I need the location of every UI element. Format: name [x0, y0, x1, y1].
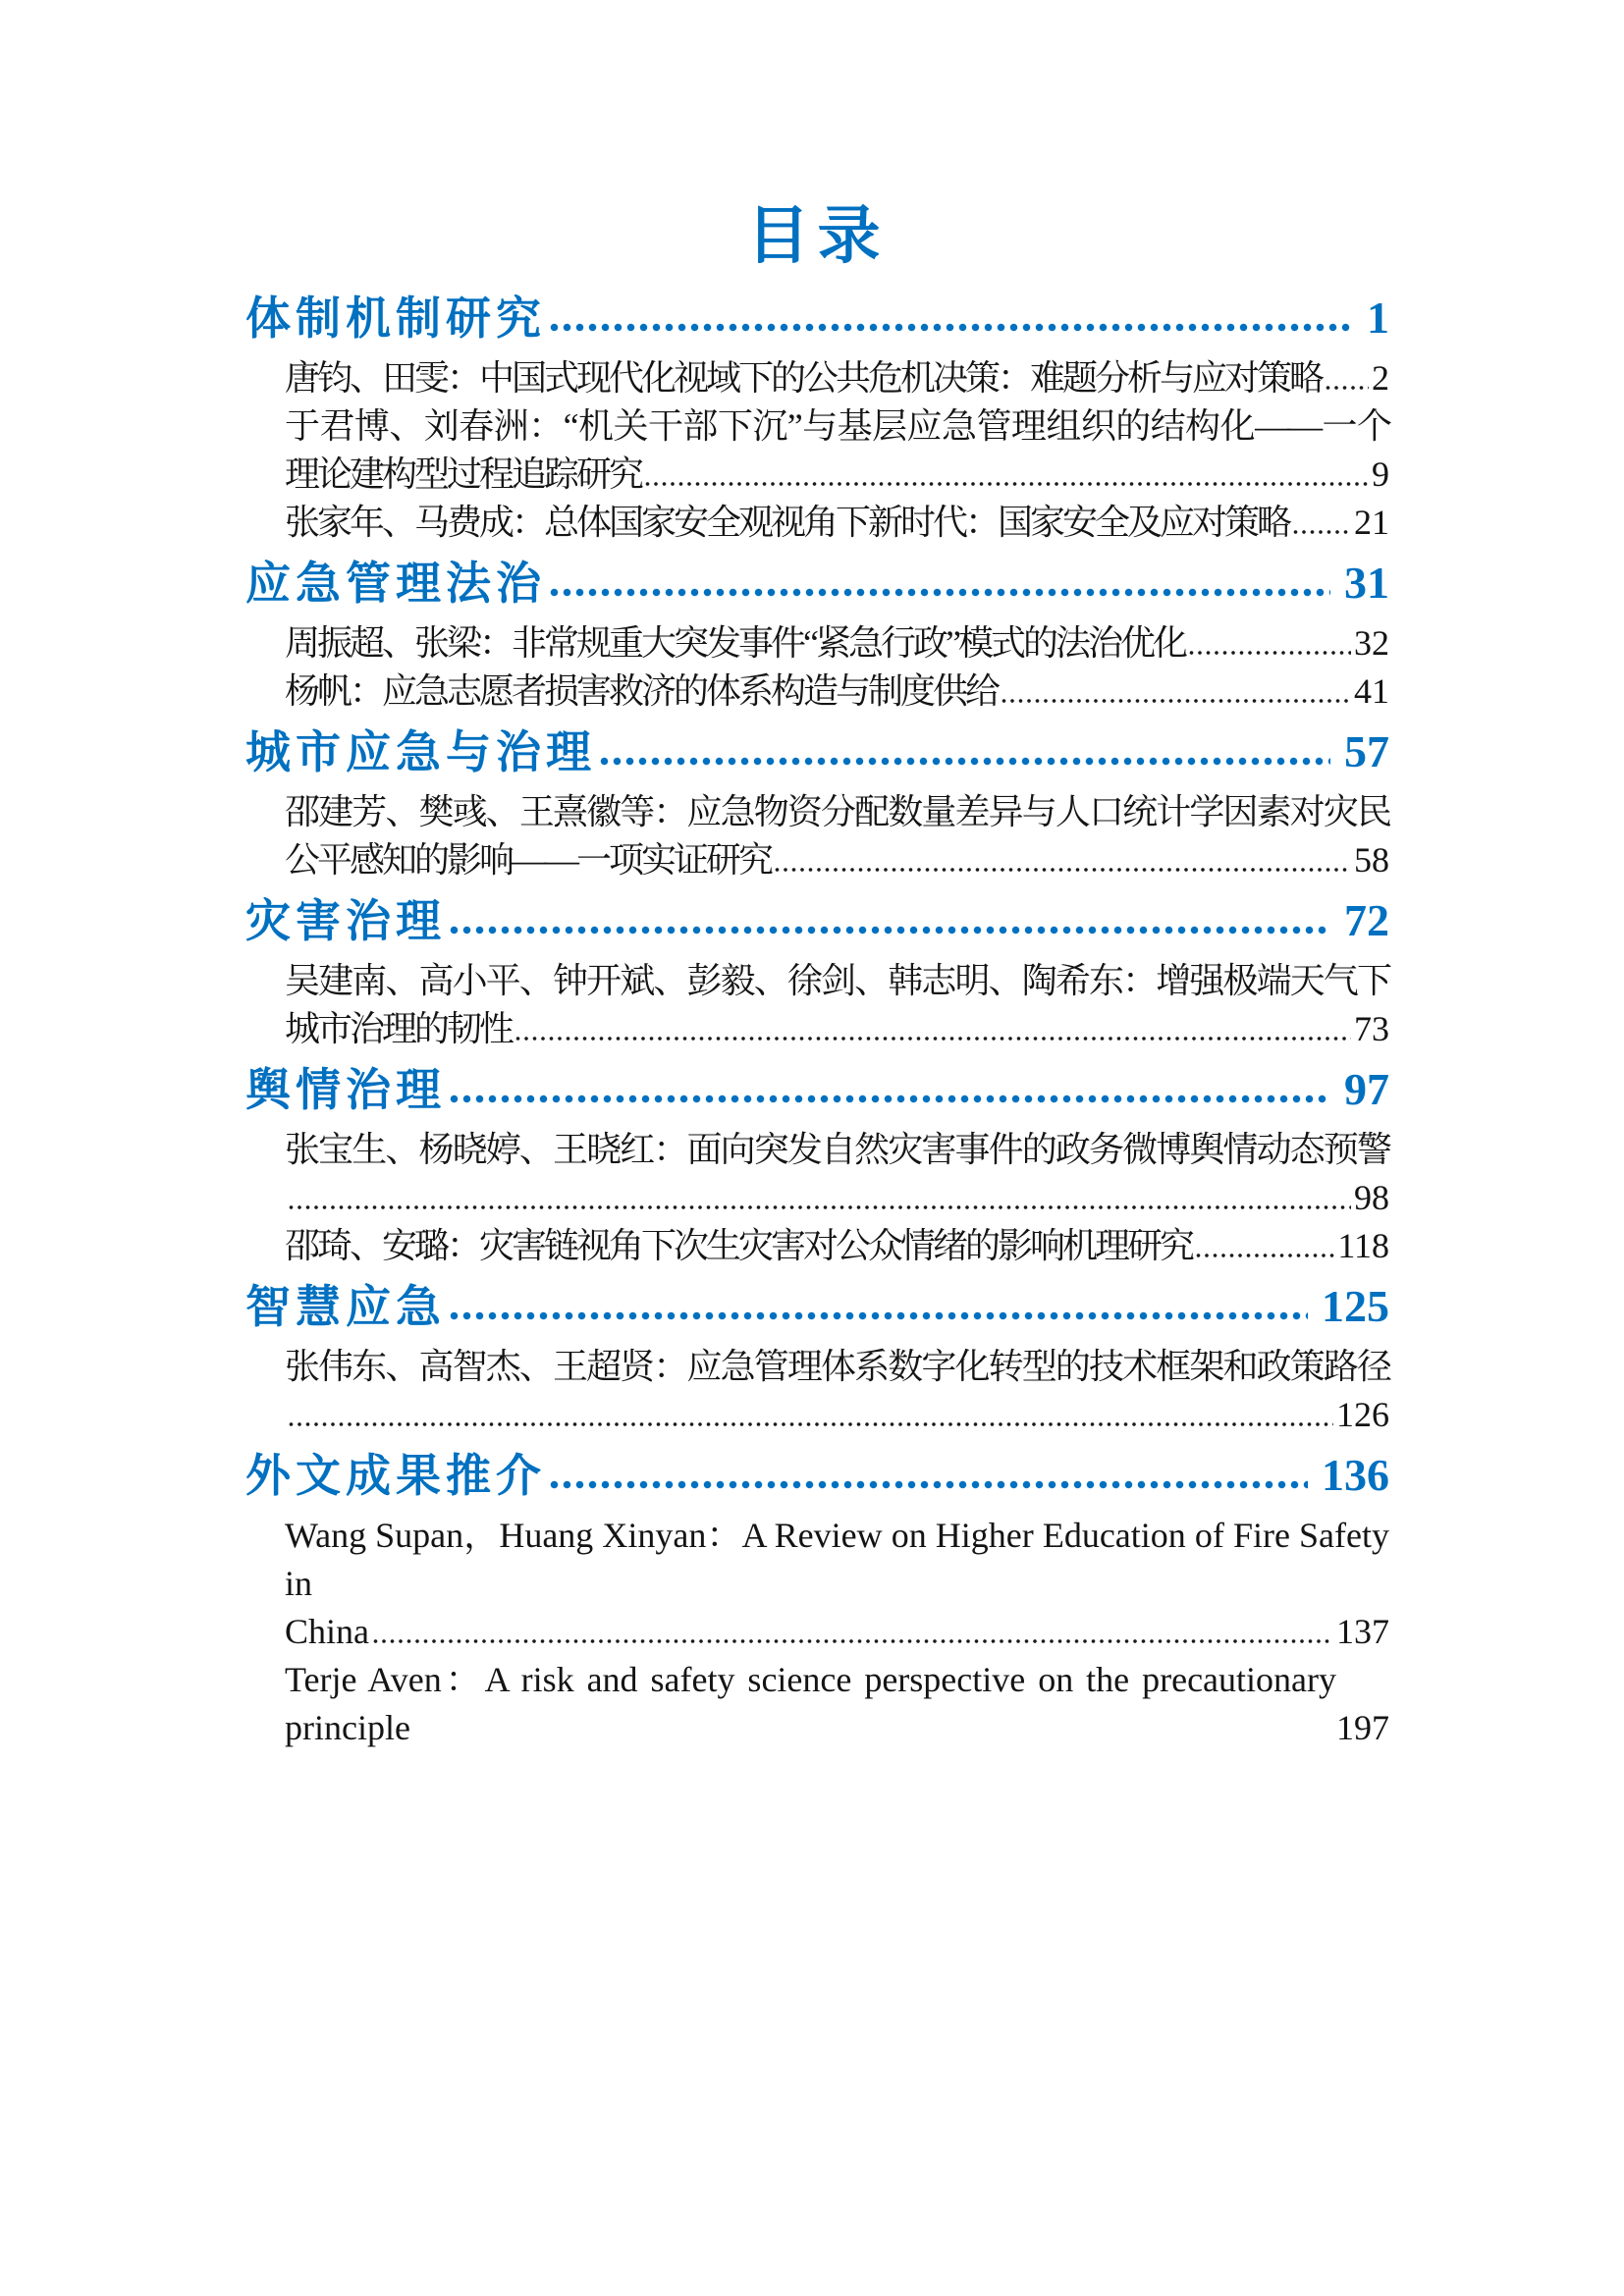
toc-section [245, 723, 1389, 884]
section-entries [245, 1126, 1389, 1270]
toc-section [245, 892, 1389, 1053]
entry-page-number: 41 [1354, 671, 1389, 711]
dot-leader [450, 926, 1330, 934]
section-title: 外文成果推介 [245, 1450, 546, 1501]
toc-entry-line[interactable] [245, 1608, 1389, 1656]
entry-page-number: 9 [1372, 454, 1389, 494]
section-heading[interactable] [245, 555, 1389, 612]
section-page-number: 97 [1344, 1064, 1389, 1114]
dot-leader [550, 1480, 1308, 1489]
section-entries [245, 788, 1389, 884]
entry-page-number: 118 [1337, 1226, 1389, 1265]
section-heading[interactable] [245, 1061, 1389, 1118]
toc-entry-line[interactable] [245, 1656, 1389, 1752]
entry-title: 邵琦、安璐：灾害链视角下次生灾害对公众情绪的影响机理研究 [285, 1226, 1193, 1265]
toc-entry-line[interactable] [245, 1391, 1389, 1439]
entry-page-number: 98 [1354, 1178, 1389, 1217]
entry-page-number: 58 [1354, 840, 1389, 880]
entry-title: 杨帆：应急志愿者损害救济的体系构造与制度供给 [285, 671, 999, 711]
section-page-number: 136 [1322, 1450, 1389, 1500]
entry-title: 唐钧、田雯：中国式现代化视域下的公共危机决策：难题分析与应对策略 [285, 358, 1323, 398]
dot-leader [550, 588, 1330, 597]
section-heading[interactable] [245, 723, 1389, 780]
dot-leader [450, 1311, 1308, 1320]
section-heading[interactable] [245, 1278, 1389, 1335]
dot-leader [1189, 650, 1351, 656]
section-heading[interactable] [245, 290, 1389, 347]
entry-page-number: 2 [1372, 358, 1389, 398]
section-title: 舆情治理 [245, 1064, 446, 1115]
toc-entry-line[interactable]: 张宝生、杨晓婷、王晓红：面向突发自然灾害事件的政务微博舆情动态预警 [285, 1130, 1389, 1169]
entry-title: 理论建构型过程追踪研究 [285, 454, 642, 494]
dot-leader [600, 757, 1330, 766]
dot-leader [373, 1638, 1333, 1644]
dot-leader [515, 1036, 1351, 1041]
section-page-number: 72 [1344, 895, 1389, 945]
entry-page-number: 137 [1336, 1612, 1389, 1651]
entry-title: 城市治理的韧性 [285, 1009, 513, 1048]
toc-section [245, 1061, 1389, 1270]
toc-entry-line[interactable]: 吴建南、高小平、钟开斌、彭毅、徐剑、韩志明、陶希东：增强极端天气下 [285, 961, 1389, 1000]
entry-page-number: 197 [1336, 1708, 1389, 1747]
toc-section [245, 1447, 1389, 1752]
toc-entry-line[interactable] [245, 1005, 1389, 1053]
section-entries [245, 1343, 1389, 1439]
dot-leader [1293, 529, 1351, 535]
toc-entry-line[interactable]: Wang Supan，Huang Xinyan：A Review on Higher Education of Fire Safety in [285, 1516, 1389, 1603]
section-entries [245, 354, 1389, 547]
dot-leader [1326, 385, 1369, 391]
section-title: 灾害治理 [245, 895, 446, 946]
toc-sections [245, 290, 1389, 1752]
section-title: 城市应急与治理 [245, 726, 596, 777]
dot-leader [1001, 698, 1351, 704]
entry-title: 周振超、张梁：非常规重大突发事件“紧急行政”模式的法治优化 [285, 623, 1185, 663]
section-page-number: 1 [1367, 293, 1389, 343]
entry-page-number: 32 [1354, 623, 1389, 663]
toc-entry-line[interactable] [245, 354, 1389, 402]
entry-page-number: 126 [1336, 1395, 1389, 1434]
section-page-number: 57 [1344, 726, 1389, 776]
toc-entry-line[interactable] [245, 619, 1389, 667]
toc-entry-line[interactable]: 邵建芳、樊彧、王熹徽等：应急物资分配数量差异与人口统计学因素对灾民 [285, 792, 1389, 831]
entry-title: 公平感知的影响——一项实证研究 [285, 840, 772, 880]
section-title: 应急管理法治 [245, 558, 546, 609]
section-title: 智慧应急 [245, 1281, 446, 1332]
entry-page-number: 21 [1354, 503, 1389, 542]
toc-section [245, 555, 1389, 716]
entry-page-number: 73 [1354, 1009, 1389, 1048]
toc-entry-line[interactable] [245, 1174, 1389, 1222]
dot-leader [289, 1204, 1351, 1210]
dot-leader [289, 1421, 1333, 1427]
section-heading[interactable] [245, 1447, 1389, 1504]
toc-section [245, 290, 1389, 547]
dot-leader [1196, 1253, 1334, 1258]
toc-entry-line[interactable] [245, 499, 1389, 547]
toc-entry-line[interactable]: 于君博、刘春洲：“机关干部下沉”与基层应急管理组织的结构化——一个 [285, 406, 1389, 446]
toc-entry-line[interactable] [245, 1222, 1389, 1270]
section-entries [245, 619, 1389, 716]
dot-leader [450, 1095, 1330, 1103]
entry-title: China [285, 1612, 369, 1651]
entry-title: 张家年、马费成：总体国家安全观视角下新时代：国家安全及应对策略 [285, 503, 1290, 542]
section-page-number: 31 [1344, 558, 1389, 608]
toc-entry-line[interactable] [245, 836, 1389, 884]
section-heading[interactable] [245, 892, 1389, 949]
dot-leader [550, 323, 1353, 332]
dot-leader [775, 867, 1351, 873]
page-title: 目录 [746, 200, 889, 271]
toc-entry-line[interactable] [245, 667, 1389, 716]
toc-entry-line[interactable]: 张伟东、高智杰、王超贤：应急管理体系数字化转型的技术框架和政策路径 [285, 1347, 1389, 1386]
entry-title: Terje Aven：A risk and safety science perspective on the precautionary principle [285, 1660, 1336, 1747]
section-entries [245, 1512, 1389, 1752]
toc-entry-line[interactable] [245, 451, 1389, 499]
section-title: 体制机制研究 [245, 293, 546, 344]
toc-section [245, 1278, 1389, 1439]
dot-leader [645, 481, 1369, 487]
section-page-number: 125 [1322, 1281, 1389, 1331]
section-entries [245, 957, 1389, 1053]
